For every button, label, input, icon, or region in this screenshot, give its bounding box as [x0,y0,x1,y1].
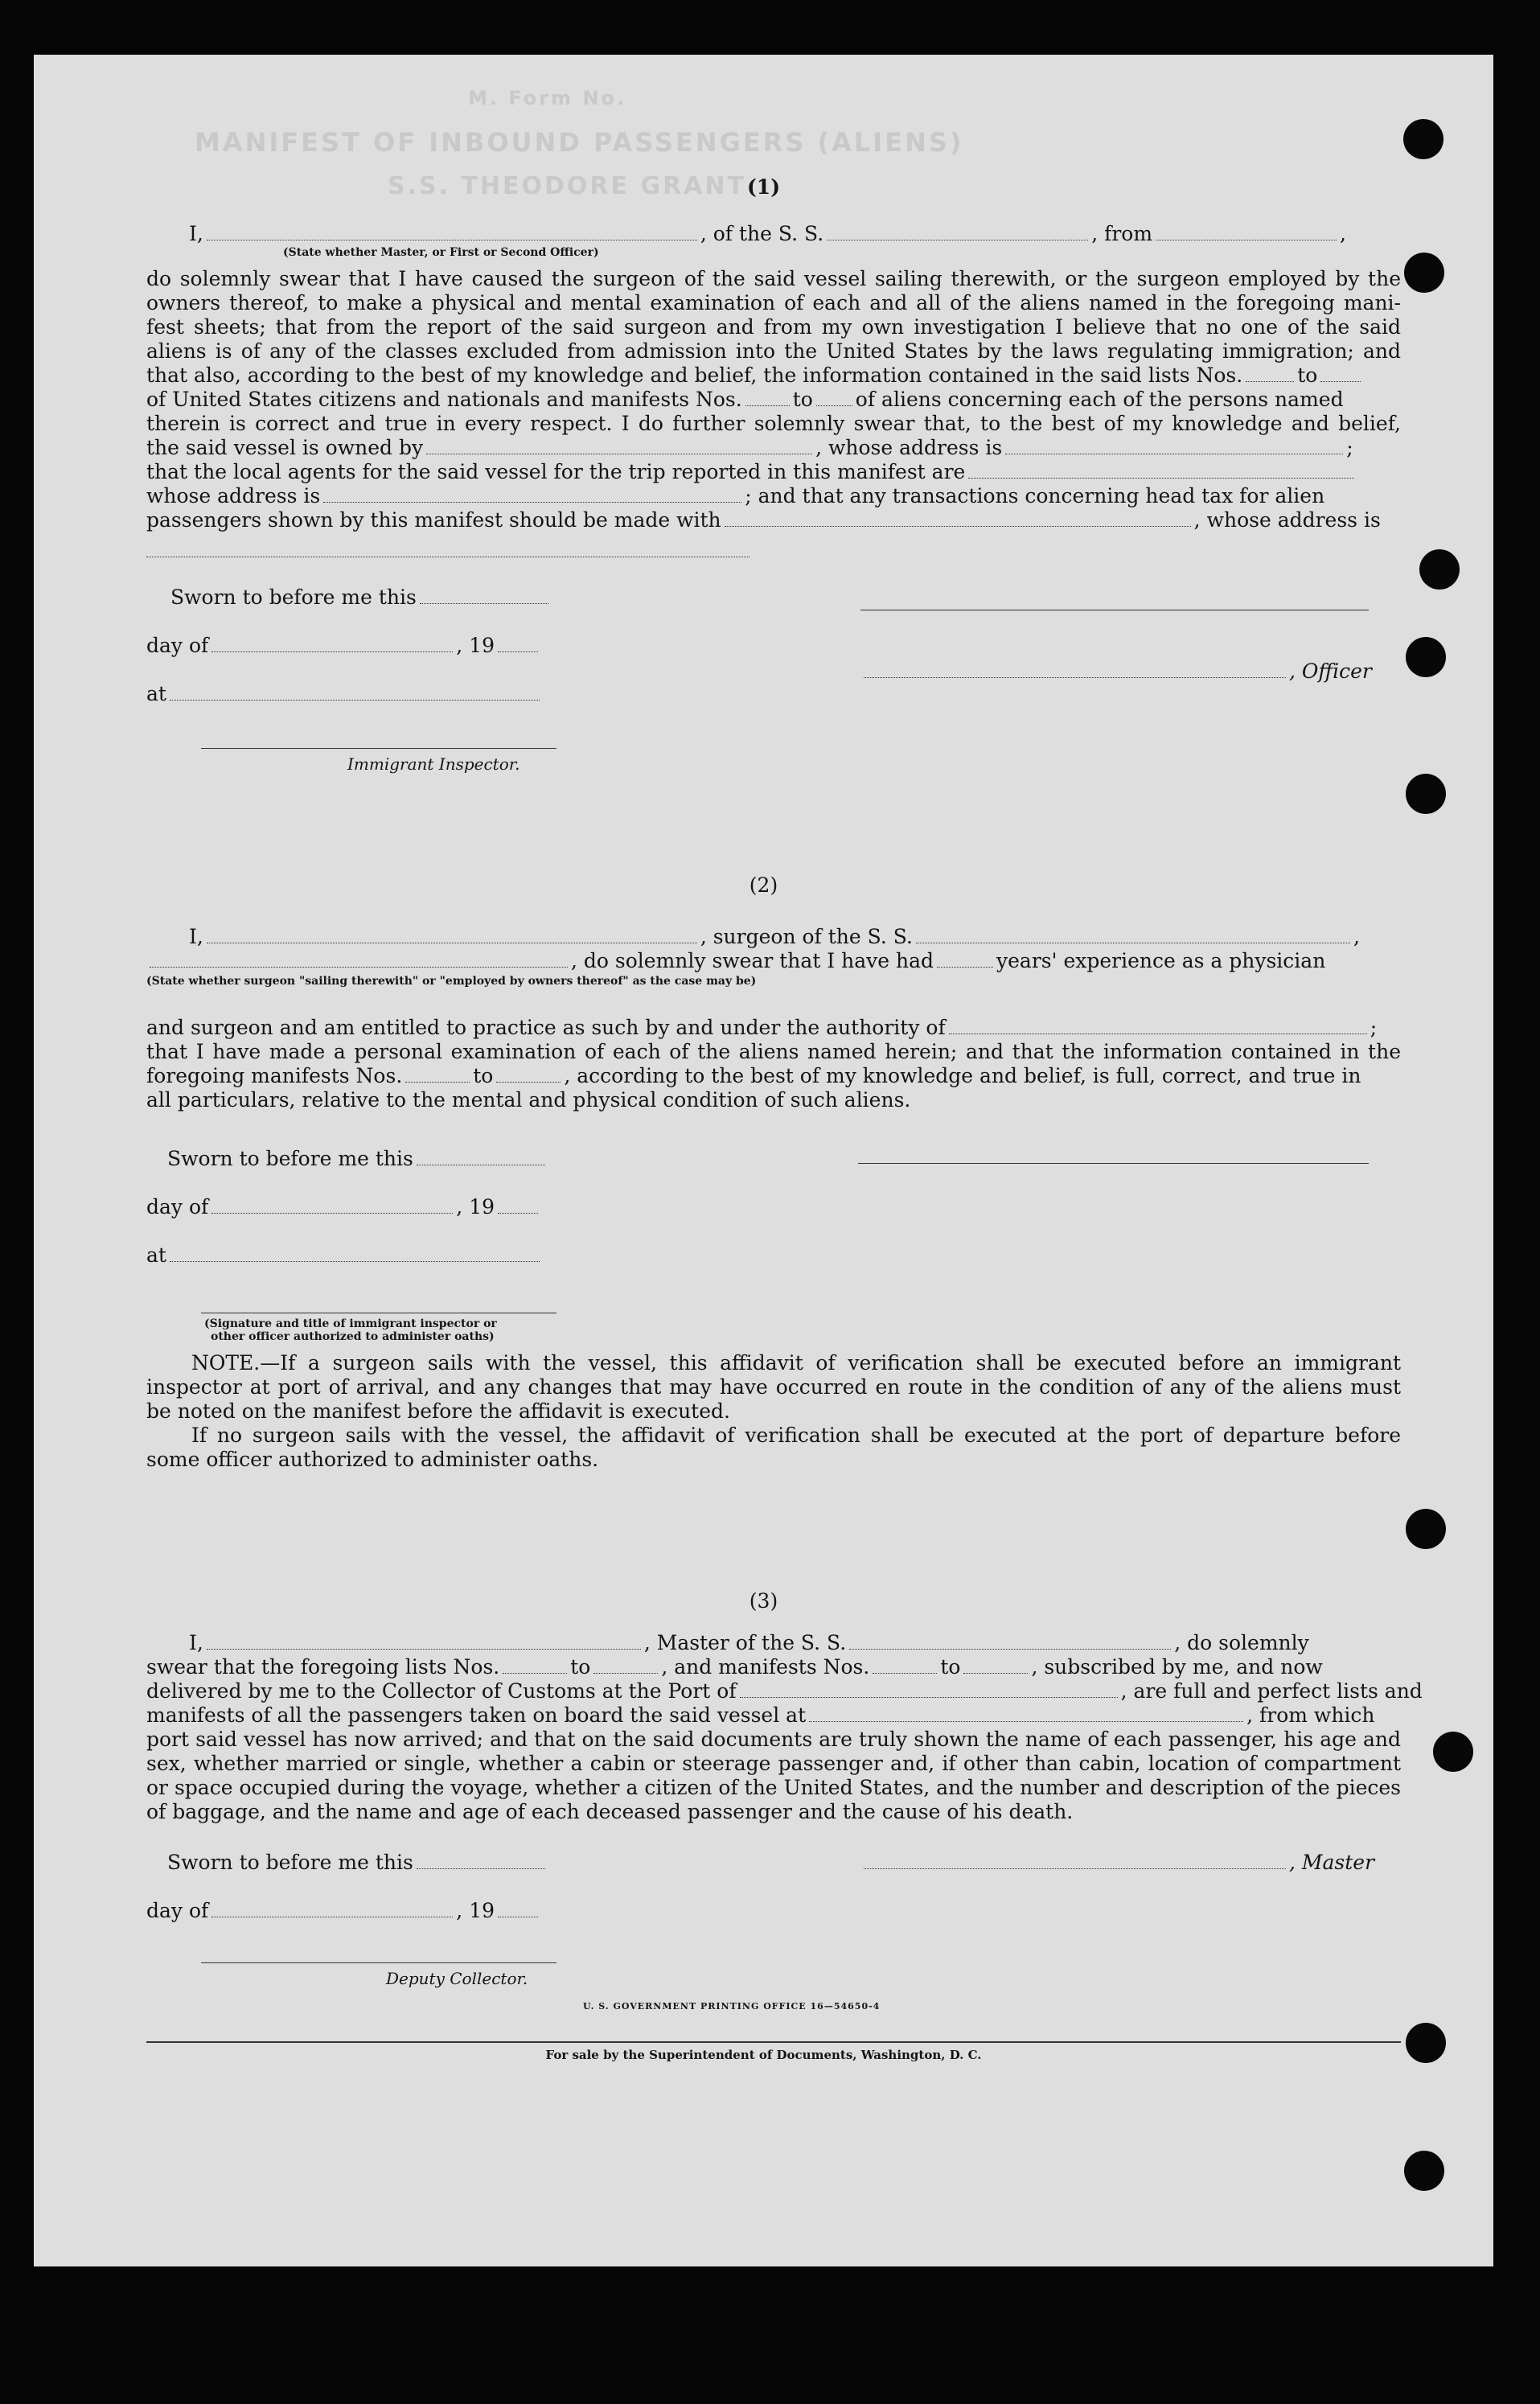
s1-para-line-11 [146,508,1401,532]
lists-to-blank[interactable] [1320,381,1361,382]
s2-note-line-3: be noted on the manifest before the affidavit is executed. [146,1399,730,1423]
s2-month-blank[interactable] [211,1213,453,1214]
text: foregoing manifests Nos. [146,1064,403,1087]
text: ; [1346,436,1353,459]
punch-hole [1406,1509,1446,1549]
text: , of the S. S. [700,222,824,245]
s1-year-blank[interactable] [498,651,538,652]
text: , [1340,222,1346,245]
text: , from which [1246,1703,1375,1727]
section-1-line-1 [189,222,1399,246]
s2-note-line-5: some officer authorized to administer oaths. [146,1448,599,1471]
s2-day-of [146,1195,541,1219]
text: , according to the best of my knowledge and belief, is full, correct, and true in [564,1064,1361,1087]
s1-month-blank[interactable] [211,651,453,652]
text: delivered by me to the Collector of Customs at the Port of [146,1679,737,1703]
text: ; and that any transactions concerning head tax for alien [745,484,1325,508]
text: to [792,388,813,411]
agents-address-blank[interactable] [323,502,741,503]
section-3-line-3 [146,1679,1423,1703]
text: of United States citizens and nationals and manifests Nos. [146,388,742,411]
s3-sworn-day-blank[interactable] [417,1868,545,1869]
s2-manifests-from-blank[interactable] [405,1082,470,1083]
text: day of [146,1899,209,1922]
s2-surgeon-signature-line[interactable] [858,1163,1369,1164]
faint-form-number: M. Form No. [468,87,627,109]
text: to [570,1655,591,1679]
s1-para-line-6 [146,388,1401,412]
s3-port-blank[interactable] [740,1697,1118,1698]
gpo-imprint: U. S. GOVERNMENT PRINTING OFFICE 16—54650-4 [583,2001,881,2012]
local-agents-blank[interactable] [968,478,1354,479]
s1-para-line-5 [146,364,1401,388]
faint-ship-name: S.S. THEODORE GRANT [388,172,746,200]
text: , Master [1289,1851,1375,1874]
s1-sworn-day-blank[interactable] [420,603,548,604]
s2-year-blank[interactable] [498,1213,538,1214]
text: , Master of the S. S. [643,1631,847,1654]
s2-note-line-2: inspector at port of arrival, and any changes that may have occurred en route in the condition of any of the aliens must [146,1375,1401,1399]
section-3-line-4 [146,1703,1401,1728]
manifest-back-page [34,55,1493,2266]
s2-para-line-3 [146,1064,1401,1088]
s1-inspector-signature-line[interactable] [201,748,556,749]
s3-day-of [146,1899,541,1923]
s1-para-line-10 [146,484,1401,508]
s1-inspector-caption: Immigrant Inspector. [347,754,520,774]
lists-from-blank[interactable] [1246,381,1294,382]
s1-at [146,682,543,706]
s2-para-line-1 [146,1016,1401,1040]
text: Sworn to before me this [170,586,417,609]
text: , 19 [456,634,495,657]
s2-at [146,1243,543,1268]
text: I, [189,1631,203,1654]
text: manifests of all the passengers taken on board the said vessel at [146,1703,807,1727]
punch-hole [1403,119,1443,159]
head-tax-blank[interactable] [725,526,1191,527]
section-1-caption: (State whether Master, or First or Second Officer) [283,246,599,259]
section-3-number: (3) [749,1589,778,1613]
text: , 19 [456,1899,495,1922]
s1-para-line-2: owners thereof, to make a physical and mental examination of each and all of the aliens named in the foregoing mani- [146,291,1401,314]
s3-sworn [167,1851,548,1875]
punch-hole [1404,2151,1444,2191]
s3-master-signature-blank[interactable] [864,1868,1286,1869]
text: that also, according to the best of my knowledge and belief, the information contained in the said lists Nos. [146,364,1243,387]
text: I, [189,222,203,245]
s3-vessel-blank[interactable] [849,1649,1171,1650]
s1-para-line-4: aliens is of any of the classes excluded from admission into the United States by the laws regulating immigration; and [146,339,1401,363]
s3-para-line-5: port said vessel has now arrived; and that on the said documents are truly shown the name of each passenger, his age and [146,1728,1401,1751]
text: Sworn to before me this [167,1147,413,1170]
text: swear that the foregoing lists Nos. [146,1655,500,1679]
text: , are full and perfect lists and [1120,1679,1423,1703]
s2-sig-caption-2: other officer authorized to administer oaths) [211,1330,495,1343]
section-2-number: (2) [749,873,778,897]
section-2-caption: (State whether surgeon "sailing therewith" or "employed by owners thereof" as the case may be) [146,975,757,988]
section-2-line-2 [146,949,1401,973]
text: , 19 [456,1195,495,1218]
text: whose address is [146,484,321,508]
s1-para-line-8 [146,436,1401,460]
text: to [940,1655,961,1679]
text: day of [146,1195,209,1218]
text: that the local agents for the said vessel for the trip reported in this manifest are [146,460,966,483]
punch-hole [1406,2023,1446,2063]
text: , subscribed by me, and now [1031,1655,1323,1679]
s3-master [860,1851,1374,1875]
text: , do solemnly [1174,1631,1309,1654]
section-3-line-2 [146,1655,1401,1679]
s3-collector-signature-line[interactable] [201,1962,556,1963]
text: of aliens concerning each of the persons named [855,388,1344,411]
punch-hole [1404,253,1444,293]
manifests-from-blank[interactable] [745,405,790,406]
text: ; [1370,1016,1378,1039]
s1-day-of [146,634,541,658]
text: and surgeon and am entitled to practice as such by and under the authority of [146,1016,946,1039]
text: at [146,1243,166,1267]
punch-hole [1406,637,1446,677]
text: , do solemnly swear that I have had [571,949,934,972]
s2-para-line-2: that I have made a personal examination of each of the aliens named herein; and that the information contained in the [146,1040,1401,1063]
section-2-line-1 [189,925,1399,949]
text: Sworn to before me this [167,1851,413,1874]
s1-para-line-1: do solemnly swear that I have caused the surgeon of the said vessel sailing therewith, or the surgeon employed by the [146,267,1401,290]
text: , and manifests Nos. [661,1655,870,1679]
s3-embark-port-blank[interactable] [809,1721,1243,1722]
text: day of [146,634,209,657]
text: to [1297,364,1318,387]
s1-place-blank[interactable] [170,700,540,701]
s3-lists-to-blank[interactable] [593,1673,658,1674]
text: to [473,1064,494,1087]
years-experience-blank[interactable] [937,967,993,968]
s2-sig-caption-1: (Signature and title of immigrant inspector or [204,1317,497,1330]
s3-collector-caption: Deputy Collector. [386,1969,528,1988]
s1-para-line-3: fest sheets; that from the report of the said surgeon and from my own investigation I believe that no one of the said [146,315,1401,339]
text: , whose address is [815,436,1003,459]
s2-note-line-4: If no surgeon sails with the vessel, the affidavit of verification shall be executed at the port of departure before [191,1424,1401,1447]
s1-sworn [170,586,552,610]
text: at [146,682,166,705]
text: , from [1091,222,1153,245]
s2-sworn [167,1147,548,1171]
s2-note-line-1: NOTE.—If a surgeon sails with the vessel, this affidavit of verification shall be executed before an immigrant [191,1351,1401,1375]
s1-para-line-9 [146,460,1401,484]
section-1-number: (1) [746,175,781,199]
sale-imprint: For sale by the Superintendent of Documents, Washington, D. C. [545,2048,982,2062]
s2-manifests-to-blank[interactable] [496,1082,561,1083]
s2-para-line-4: all particulars, relative to the mental and physical condition of such aliens. [146,1088,911,1112]
s3-manifests-to-blank[interactable] [963,1673,1028,1674]
s3-para-line-7: or space occupied during the voyage, whether a citizen of the United States, and the number and description of the pieces [146,1776,1401,1799]
text: , whose address is [1193,508,1381,532]
text: , surgeon of the S. S. [700,925,913,948]
punch-hole [1419,549,1460,590]
text: passengers shown by this manifest should be made with [146,508,721,532]
surgeon-type-blank[interactable] [150,967,568,968]
s1-officer-title-blank[interactable] [864,677,1286,678]
s3-lists-from-blank[interactable] [503,1673,567,1674]
s3-para-line-8: of baggage, and the name and age of each deceased passenger and the cause of his death. [146,1800,1074,1823]
punch-hole [1406,774,1446,814]
s1-officer [860,660,1372,684]
section-3-line-1 [189,1631,1399,1655]
s3-master-name-blank[interactable] [207,1649,641,1650]
manifests-to-blank[interactable] [816,405,852,406]
punch-hole [1433,1732,1473,1772]
faint-manifest-title: MANIFEST OF INBOUND PASSENGERS (ALIENS) [195,127,964,158]
s3-manifests-from-blank[interactable] [873,1673,937,1674]
s2-place-blank[interactable] [170,1261,540,1262]
text: , Officer [1289,660,1372,683]
footer-rule [146,2041,1401,2043]
s3-para-line-6: sex, whether married or single, whether a cabin or steerage passenger and, if other than cabin, location of compartment [146,1752,1401,1775]
s1-para-line-7: therein is correct and true in every respect. I do further solemnly swear that, to the best of my knowledge and belief, [146,412,1401,435]
text: the said vessel is owned by [146,436,424,459]
text: I, [189,925,203,948]
text: , [1353,925,1360,948]
text: years' experience as a physician [996,949,1326,972]
